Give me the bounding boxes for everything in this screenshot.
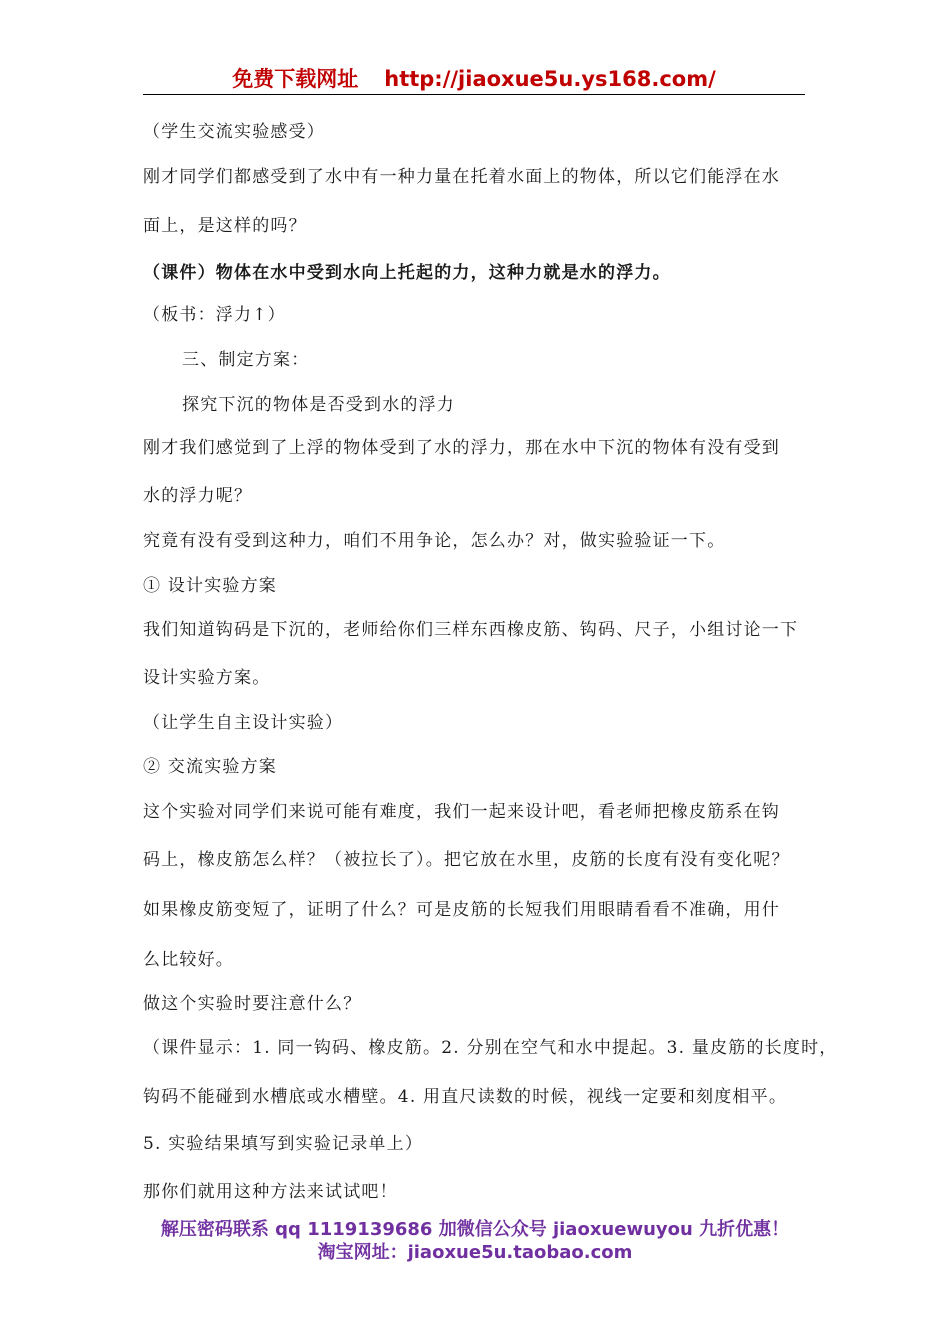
text-line: 钩码不能碰到水槽底或水槽壁。4. 用直尺读数的时候，视线一定要和刻度相平。	[143, 1087, 788, 1107]
subsection-heading: 探究下沉的物体是否受到水的浮力	[182, 395, 455, 415]
text-line: （板书：浮力↑）	[143, 305, 286, 325]
text-line: 我们知道钩码是下沉的，老师给你们三样东西橡皮筋、钩码、尺子，小组讨论一下	[143, 620, 799, 640]
text-line: 么比较好。	[143, 950, 234, 970]
page-header	[143, 66, 805, 92]
text-line: 刚才我们感觉到了上浮的物体受到了水的浮力，那在水中下沉的物体有没有受到	[143, 438, 780, 458]
text-line: 水的浮力呢？	[143, 486, 253, 506]
text-line: 如果橡皮筋变短了，证明了什么？可是皮筋的长短我们用眼睛看看不准确，用什	[143, 900, 780, 920]
text-line: 5. 实验结果填写到实验记录单上）	[143, 1134, 424, 1154]
step-heading: ① 设计实验方案	[143, 576, 278, 596]
header-label: 免费下载网址	[232, 67, 359, 91]
text-line: 设计实验方案。	[143, 668, 271, 688]
courseware-definition: （课件）物体在水中受到水向上托起的力，这种力就是水的浮力。	[143, 263, 671, 283]
header-divider	[143, 94, 805, 95]
step-heading: ② 交流实验方案	[143, 757, 278, 777]
text-line: 面上，是这样的吗？	[143, 216, 307, 236]
section-heading: 三、制定方案：	[182, 350, 310, 370]
text-line: 究竟有没有受到这种力，咱们不用争论，怎么办？对，做实验验证一下。	[143, 531, 726, 551]
text-line: 做这个实验时要注意什么？	[143, 994, 362, 1014]
text-line: 刚才同学们都感受到了水中有一种力量在托着水面上的物体，所以它们能浮在水	[143, 167, 780, 187]
text-line: 这个实验对同学们来说可能有难度，我们一起来设计吧，看老师把橡皮筋系在钩	[143, 802, 780, 822]
text-line: 码上，橡皮筋怎么样？（被拉长了）。把它放在水里，皮筋的长度有没有变化呢？	[143, 850, 790, 870]
text-line: （课件显示：1. 同一钩码、橡皮筋。2. 分别在空气和水中提起。3. 量皮筋的长度时，	[143, 1038, 838, 1058]
header-url-link[interactable]: http://jiaoxue5u.ys168.com/	[384, 67, 716, 91]
footer-shop-link[interactable]: 淘宝网址：jiaoxue5u.taobao.com	[317, 1242, 633, 1263]
footer-contact: 解压密码联系 qq 1119139686 加微信公众号 jiaoxuewuyou 九折优惠！	[160, 1219, 790, 1240]
text-line: （让学生自主设计实验）	[143, 713, 344, 733]
text-line: 那你们就用这种方法来试试吧！	[143, 1182, 398, 1202]
text-line: （学生交流实验感受）	[143, 122, 325, 142]
